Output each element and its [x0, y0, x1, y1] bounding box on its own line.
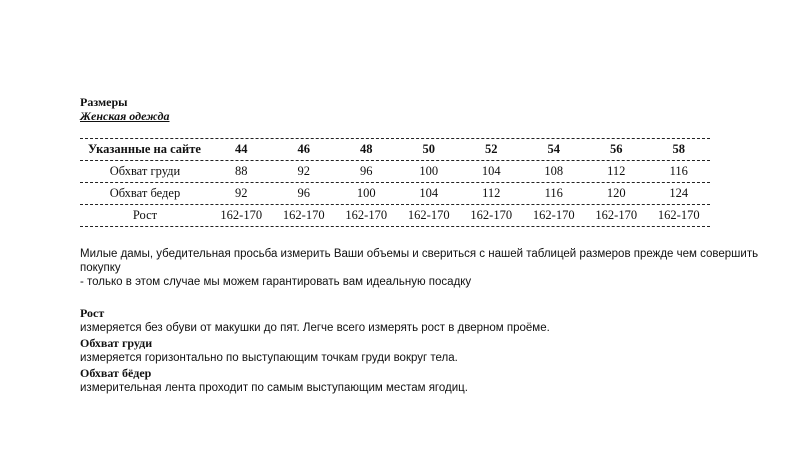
document-subtitle: Женская одежда: [80, 109, 170, 123]
row-label: Рост: [132, 208, 158, 222]
size-header: 46: [297, 142, 310, 156]
size-header: 44: [235, 142, 248, 156]
table-row-hips: [80, 183, 710, 204]
table-cell: 162-170: [657, 208, 700, 222]
table-divider: [80, 226, 710, 227]
table-cell: 120: [606, 186, 626, 200]
table-cell: 100: [356, 186, 376, 200]
measure-text: измеряется горизонтально по выступающим точкам груди вокруг тела.: [80, 352, 458, 364]
table-cell: 96: [360, 164, 373, 178]
table-cell: 162-170: [595, 208, 638, 222]
measurement-guide: [80, 306, 770, 396]
intro-text: [80, 247, 770, 289]
table-cell: 162-170: [407, 208, 450, 222]
table-cell: 162-170: [345, 208, 388, 222]
intro-line: - только в этом случае мы можем гарантировать вам идеальную посадку: [80, 276, 472, 288]
table-cell: 92: [297, 164, 310, 178]
table-cell: 100: [419, 164, 439, 178]
table-cell: 96: [297, 186, 310, 200]
intro-line: Милые дамы, убедительная просьба измерить Ваши объемы и свериться с нашей таблицей размеров прежде чем совершить покупку: [80, 248, 759, 274]
table-cell: 162-170: [532, 208, 575, 222]
size-header: 48: [360, 142, 373, 156]
row-label: Обхват груди: [109, 164, 181, 178]
row-label: Обхват бедер: [109, 186, 181, 200]
measure-heading: Обхват груди: [80, 336, 153, 350]
document-title: Размеры: [80, 95, 128, 109]
table-row-height: [80, 205, 710, 226]
size-header: 50: [422, 142, 435, 156]
size-header: 56: [610, 142, 623, 156]
table-cell: 104: [481, 164, 501, 178]
size-header: 52: [485, 142, 498, 156]
table-cell: 162-170: [220, 208, 263, 222]
table-cell: 92: [235, 186, 248, 200]
table-header-row: [80, 139, 710, 160]
table-cell: 112: [607, 164, 626, 178]
table-cell: 88: [235, 164, 248, 178]
table-cell: 162-170: [282, 208, 325, 222]
table-cell: 104: [419, 186, 439, 200]
measure-text: измерительная лента проходит по самым выступающим местам ягодиц.: [80, 382, 468, 394]
measure-heading: Рост: [80, 306, 105, 320]
measure-text: измеряется без обуви от макушки до пят. Легче всего измерять рост в дверном проёме.: [80, 322, 550, 334]
table-row-bust: [80, 161, 710, 182]
size-header: 58: [672, 142, 685, 156]
table-cell: 124: [669, 186, 689, 200]
header-label: Указанные на сайте: [88, 142, 201, 156]
size-table: [80, 138, 710, 227]
table-cell: 116: [669, 164, 688, 178]
table-cell: 108: [544, 164, 564, 178]
measure-heading: Обхват бёдер: [80, 366, 152, 380]
table-cell: 162-170: [470, 208, 513, 222]
size-header: 54: [547, 142, 560, 156]
table-cell: 116: [544, 186, 563, 200]
table-cell: 112: [482, 186, 501, 200]
